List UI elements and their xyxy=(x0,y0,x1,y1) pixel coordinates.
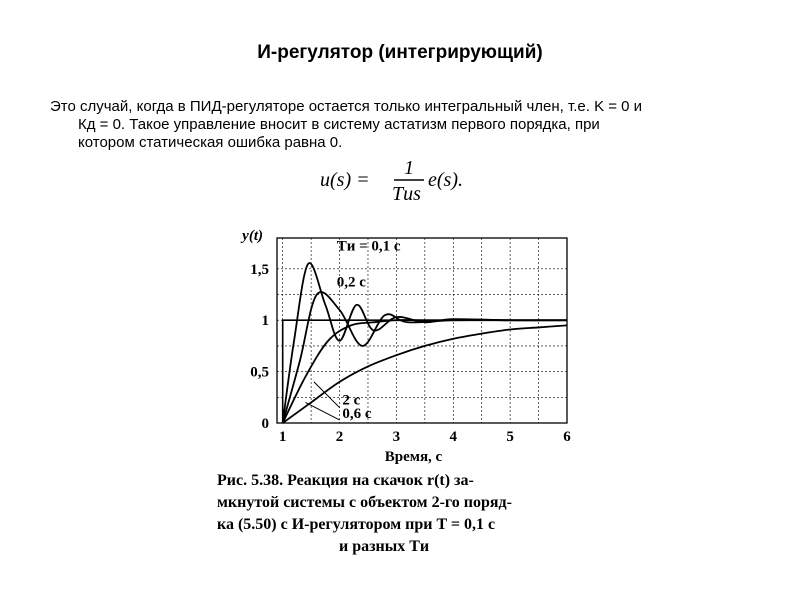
caption-line-1: Рис. 5.38. Реакция на скачок r(t) за- xyxy=(217,472,474,489)
curve-label: Tи = 0,1 с xyxy=(336,238,401,255)
y-axis-label: y(t) xyxy=(242,228,263,244)
formula-e: e(s). xyxy=(428,169,463,191)
caption-line-2: мкнутой системы с объектом 2-го поряд- xyxy=(217,494,512,511)
y-tick-label: 1,5 xyxy=(250,261,269,278)
x-axis-label: Время, с xyxy=(384,449,443,465)
x-tick-label: 2 xyxy=(335,429,344,445)
formula-den: Tиs xyxy=(392,183,421,202)
caption-line-4: и разных Tи xyxy=(339,538,430,555)
x-tick-label: 1 xyxy=(278,429,287,445)
curve-label: 0,2 с xyxy=(336,274,366,291)
formula-num: 1 xyxy=(404,158,414,179)
formula-u: u(s) = xyxy=(320,169,370,191)
text-line-1: Это случай, когда в ПИД-регуляторе остается только интегральный член, т.е. K = 0 и xyxy=(50,98,643,115)
figure-caption xyxy=(217,470,587,558)
text-line-3: котором статическая ошибка равна 0. xyxy=(78,134,343,151)
formula-svg xyxy=(320,158,490,202)
y-tick-label: 1 xyxy=(261,313,269,330)
text-line-2: Кд = 0. Такое управление вносит в систему астатизм первого порядка, при xyxy=(78,116,600,133)
x-tick-label: 6 xyxy=(563,429,571,445)
curve-label: 2 с xyxy=(342,392,361,409)
x-tick-label: 5 xyxy=(506,429,514,445)
leader-line-2s xyxy=(314,382,340,408)
x-tick-label: 4 xyxy=(449,429,458,445)
formula xyxy=(320,158,490,207)
x-tick-label: 3 xyxy=(392,429,401,445)
chart-ticks xyxy=(250,262,571,445)
leader-line-06s xyxy=(305,402,339,419)
y-tick-label: 0,5 xyxy=(250,364,269,381)
y-tick-label: 0 xyxy=(261,416,269,432)
step-response-chart xyxy=(207,218,587,468)
caption-line-3: ка (5.50) с И-регулятором при T = 0,1 с xyxy=(217,516,496,533)
slide-title: И-регулятор (интегрирующий) xyxy=(257,42,543,63)
slide-text xyxy=(50,98,750,152)
curve-label: 0,6 с xyxy=(342,405,372,422)
